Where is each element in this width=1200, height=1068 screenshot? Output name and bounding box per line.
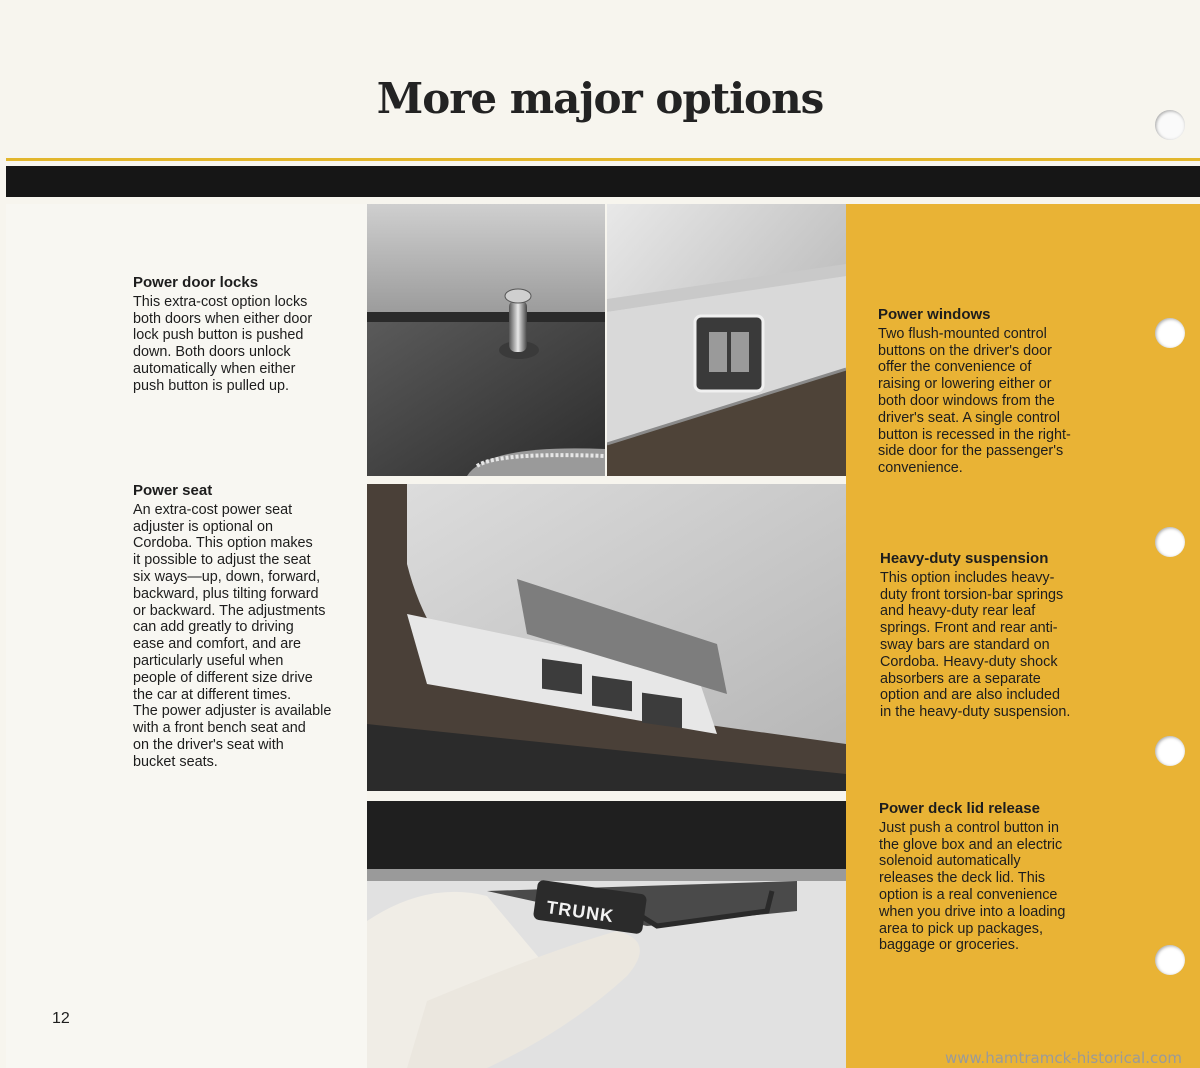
page-title: More major options bbox=[376, 74, 824, 123]
section-body: An extra-cost power seat adjuster is optional on Cordoba. This option makes it possible to adjust the seat six ways—up, down, forward, backward, plus tilting forward or backward. The adjustments can add greatly to driving ease and comfort, and are particularly useful when people of different size drive the car at different times. The power adjuster is available with a front bench seat and on the driver's seat with bucket seats. bbox=[133, 501, 332, 770]
black-header-band bbox=[6, 166, 1200, 197]
section-power-seat bbox=[133, 483, 353, 771]
window-switch-photo bbox=[607, 204, 846, 476]
section-heading: Power seat bbox=[133, 482, 213, 499]
section-body: This option includes heavy- duty front torsion-bar springs and heavy-duty rear leaf springs. Front and rear anti- sway bars are standard on Cordoba. Heavy-duty shock absorbers are a separate option and are also included in the heavy-duty suspension. bbox=[880, 569, 1071, 721]
binder-hole bbox=[1155, 736, 1185, 766]
top-yellow-rule bbox=[6, 158, 1200, 161]
section-heading: Heavy-duty suspension bbox=[880, 550, 1049, 567]
door-lock-photo bbox=[367, 204, 605, 476]
binder-hole bbox=[1155, 318, 1185, 348]
watermark: www.hamtramck-historical.com bbox=[945, 1049, 1182, 1067]
trunk-release-photo bbox=[367, 801, 846, 1068]
section-body: Two flush-mounted control buttons on the driver's door offer the convenience of raising or lowering either or both door windows from the driver's seat. A single control button is recessed in the right- side door for the passenger's convenience. bbox=[878, 325, 1071, 477]
binder-hole bbox=[1155, 945, 1185, 975]
page-number: 12 bbox=[52, 1010, 70, 1027]
section-power-door-locks bbox=[133, 275, 348, 395]
section-body: This extra-cost option locks both doors when either door lock push button is pushed down. Both doors unlock automatically when either push button is pulled up. bbox=[133, 293, 313, 394]
binder-hole bbox=[1155, 527, 1185, 557]
binder-hole bbox=[1155, 110, 1185, 140]
trunk-button-label: TRUNK bbox=[545, 897, 616, 927]
section-heading: Power windows bbox=[878, 306, 991, 323]
section-heavy-duty-suspension bbox=[880, 551, 1095, 721]
section-power-windows bbox=[878, 307, 1093, 477]
section-body: Just push a control button in the glove box and an electric solenoid automatically releases the deck lid. This option is a real convenience when you drive into a loading area to pick up packages, baggage or groceries. bbox=[879, 819, 1066, 954]
section-power-deck-lid-release bbox=[879, 801, 1094, 954]
section-heading: Power door locks bbox=[133, 274, 259, 291]
section-heading: Power deck lid release bbox=[879, 800, 1040, 817]
power-seat-switch-photo bbox=[367, 484, 846, 791]
